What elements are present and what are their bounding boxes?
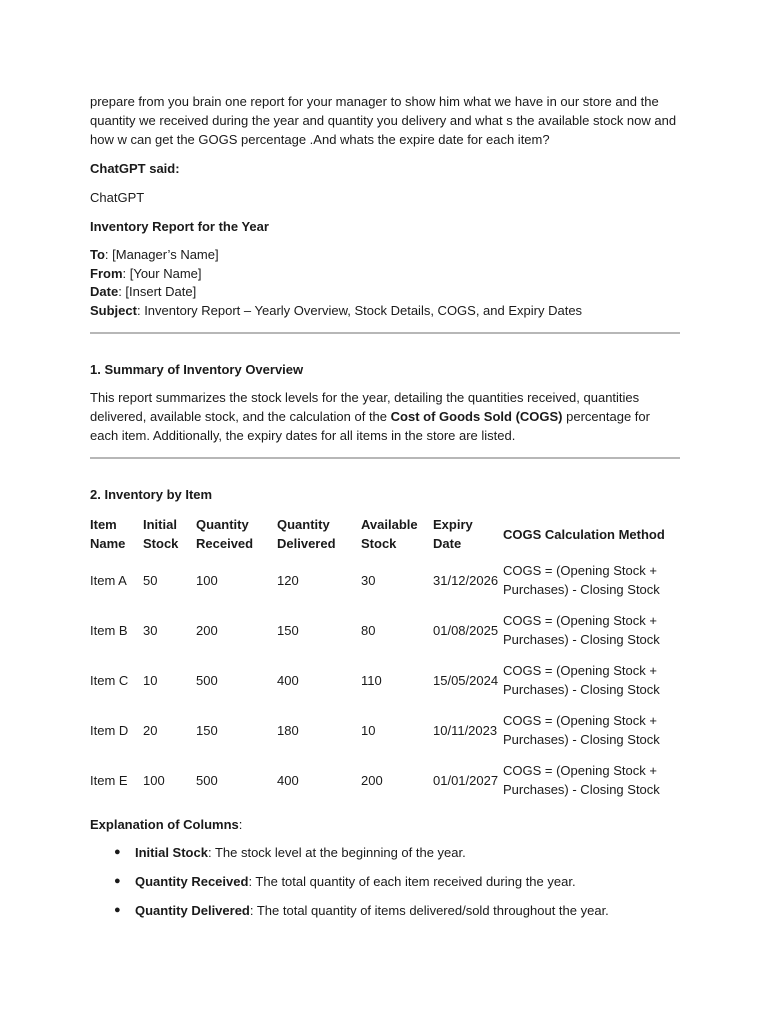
memo-to [90, 246, 680, 265]
expiry-date-cell: 15/05/2024 [433, 672, 499, 688]
list-item [90, 872, 680, 891]
item-name-cell: Item E [90, 772, 128, 788]
initial-stock-cell: 50 [143, 572, 158, 588]
list-item-term: Quantity Delivered [135, 903, 250, 918]
item-name-cell: Item A [90, 572, 127, 588]
bullet-icon: ● [114, 904, 121, 916]
table-body [90, 555, 679, 805]
memo-header [90, 246, 680, 320]
quantity-received-cell: 200 [196, 622, 218, 638]
cogs-method-cell: COGS = (Opening Stock + Purchases) - Closing Stock [503, 663, 660, 697]
available-stock-cell: 110 [361, 672, 382, 688]
chatgpt-label: ChatGPT [90, 190, 145, 205]
memo-subject-label: Subject [90, 302, 137, 318]
table-row [90, 655, 679, 705]
explanation-title-text: Explanation of Columns [90, 817, 239, 832]
quantity-delivered-cell: 400 [277, 672, 299, 688]
summary-cogs-term: Cost of Goods Sold (COGS) [390, 409, 563, 424]
column-header: Quantity Received [196, 517, 254, 551]
available-stock-cell: 10 [361, 722, 376, 738]
document-content [90, 92, 680, 930]
memo-date [90, 283, 680, 302]
list-item-term: Quantity Received [135, 874, 249, 889]
cogs-method-cell: COGS = (Opening Stock + Purchases) - Closing Stock [503, 713, 660, 747]
chatgpt-said-label: ChatGPT said: [90, 161, 180, 176]
report-title: Inventory Report for the Year [90, 219, 269, 234]
divider [90, 332, 680, 334]
section-1-heading: 1. Summary of Inventory Overview [90, 362, 304, 377]
summary-text-start: This report summarizes the stock levels for the year, detailing the quantities received, quantities delivered, available stock, and the calculation of the [90, 390, 640, 424]
available-stock-cell: 200 [361, 772, 383, 788]
initial-stock-cell: 20 [143, 722, 158, 738]
available-stock-cell: 80 [361, 622, 376, 638]
table-row [90, 605, 679, 655]
quantity-received-cell: 500 [196, 672, 218, 688]
explanation-title-colon: : [238, 817, 243, 832]
table-row [90, 705, 679, 755]
list-item-term: Initial Stock [135, 845, 208, 860]
item-name-cell: Item C [90, 672, 129, 688]
initial-stock-cell: 10 [143, 672, 158, 688]
column-header: COGS Calculation Method [503, 526, 665, 542]
table-header-row [90, 513, 679, 555]
expiry-date-cell: 01/01/2027 [433, 772, 499, 788]
column-header: Expiry Date [433, 517, 473, 551]
column-header: Available Stock [361, 517, 418, 551]
bullet-icon: ● [114, 875, 121, 887]
available-stock-cell: 30 [361, 572, 376, 588]
bullet-icon: ● [114, 846, 121, 858]
inventory-table [90, 513, 679, 805]
table-row [90, 755, 679, 805]
section-1-text [90, 388, 680, 445]
table-row [90, 555, 679, 605]
expiry-date-cell: 01/08/2025 [433, 622, 499, 638]
quantity-delivered-cell: 400 [277, 772, 299, 788]
memo-from [90, 265, 680, 284]
user-prompt: prepare from you brain one report for your manager to show him what we have in our store and the quantity we received during the year and quantity you delivery and what s the available stock now and how w can get the GOGS percentage .And whats the expire date for each item? [90, 94, 677, 147]
item-name-cell: Item B [90, 622, 128, 638]
cogs-method-cell: COGS = (Opening Stock + Purchases) - Closing Stock [503, 563, 660, 597]
summary-text-end: percentage for each item. Additionally, the expiry dates for all items in the store are listed. [90, 409, 650, 443]
explanation-title [90, 815, 680, 834]
initial-stock-cell: 100 [143, 772, 165, 788]
section-2-heading: 2. Inventory by Item [90, 487, 213, 502]
column-header: Initial Stock [143, 517, 179, 551]
divider [90, 457, 680, 459]
column-header: Item Name [90, 517, 126, 551]
memo-from-value: : [Your Name] [122, 265, 202, 281]
list-item-desc: : The stock level at the beginning of the year. [207, 845, 466, 860]
quantity-received-cell: 500 [196, 772, 218, 788]
memo-date-label: Date [90, 284, 119, 299]
memo-from-label: From [90, 265, 123, 281]
explanation-list [90, 843, 680, 920]
list-item-desc: : The total quantity of items delivered/sold throughout the year. [249, 903, 609, 918]
initial-stock-cell: 30 [143, 622, 158, 638]
quantity-received-cell: 150 [196, 722, 218, 738]
memo-subject [90, 302, 680, 321]
memo-date-value: : [Insert Date] [118, 284, 197, 299]
list-item [90, 843, 680, 862]
quantity-received-cell: 100 [196, 572, 218, 588]
list-item [90, 901, 680, 920]
quantity-delivered-cell: 180 [277, 722, 299, 738]
expiry-date-cell: 31/12/2026 [433, 572, 499, 588]
list-item-desc: : The total quantity of each item received during the year. [248, 874, 576, 889]
quantity-delivered-cell: 120 [277, 572, 299, 588]
quantity-delivered-cell: 150 [277, 622, 299, 638]
expiry-date-cell: 10/11/2023 [433, 722, 498, 738]
cogs-method-cell: COGS = (Opening Stock + Purchases) - Closing Stock [503, 613, 660, 647]
memo-to-label: To [90, 247, 105, 262]
memo-to-value: : [Manager’s Name] [104, 247, 219, 262]
column-header: Quantity Delivered [277, 517, 336, 551]
cogs-method-cell: COGS = (Opening Stock + Purchases) - Closing Stock [503, 763, 660, 797]
item-name-cell: Item D [90, 722, 129, 738]
memo-subject-value: : Inventory Report – Yearly Overview, Stock Details, COGS, and Expiry Dates [136, 302, 583, 318]
